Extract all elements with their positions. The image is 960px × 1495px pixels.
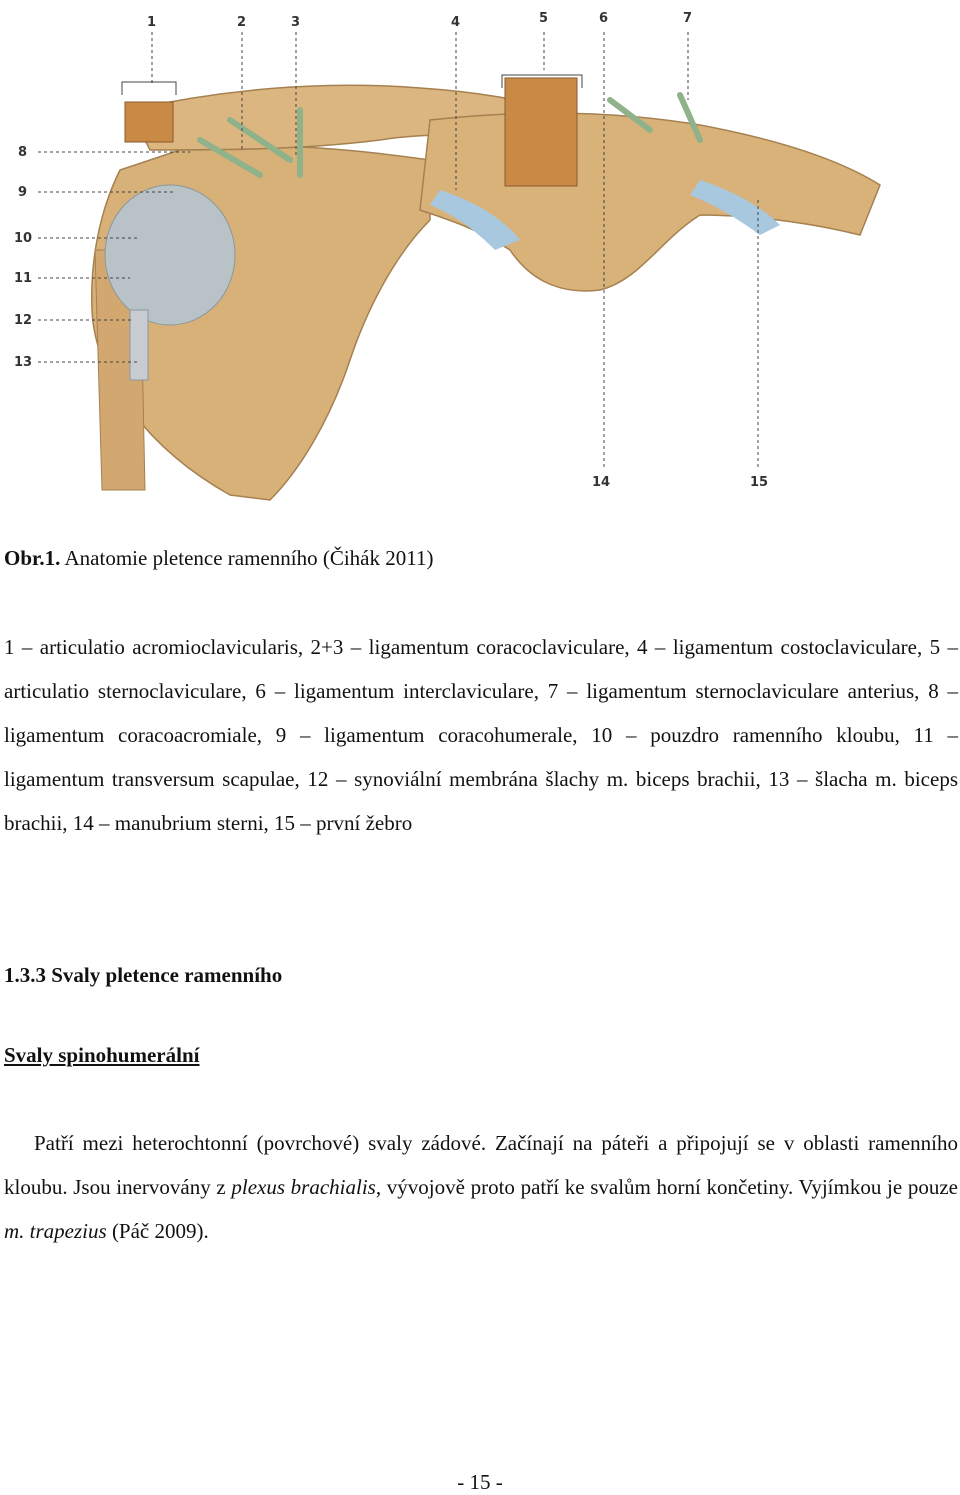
acromioclavicular-cut — [125, 102, 173, 142]
paragraph-text-1: Patří mezi heterochtonní (povrchové) svaly zádové. Začínají na páteři a připojují se v oblasti ramenního kloubu. Jsou inervovány z — [4, 1131, 958, 1199]
figure-label-10: 10 — [14, 231, 33, 246]
figure-label-13: 13 — [14, 355, 33, 370]
figure-label-7: 7 — [683, 11, 693, 26]
biceps-tendon — [130, 310, 148, 380]
shoulder-girdle-illustration — [0, 0, 960, 510]
figure-label-1: 1 — [147, 15, 157, 30]
figure-legend: 1 – articulatio acromioclavicularis, 2+3 – ligamentum coracoclaviculare, 4 – ligamentum costoclaviculare, 5 – articulatio sternoclaviculare, 6 – ligamentum interclaviculare, 7 – ligamentum sternoclaviculare anterius, 8 – ligamentum coracoacromiale, 9 – ligamentum coracohumerale, 10 – pouzdro ramenního kloubu, 11 – ligamentum transversum scapulae, 12 – synoviální membrána šlachy m. biceps brachii, 13 – šlacha m. biceps brachii, 14 – manubrium sterni, 15 – první žebro — [4, 635, 958, 835]
paragraph-text-3: (Páč 2009). — [106, 1219, 209, 1243]
figure-label-11: 11 — [14, 271, 33, 286]
page-number: - 15 - — [457, 1470, 503, 1494]
figure-label-4: 4 — [451, 15, 461, 30]
paragraph-plexus: plexus brachialis — [231, 1175, 376, 1199]
shoulder-capsule — [105, 185, 235, 325]
figure-label-8: 8 — [18, 145, 28, 160]
figure-label-5: 5 — [539, 11, 549, 26]
figure-label-15: 15 — [750, 475, 769, 490]
bracket-1 — [122, 82, 176, 95]
caption-label: Obr.1. — [4, 546, 61, 570]
figure-caption — [4, 543, 433, 573]
figure-label-14: 14 — [592, 475, 611, 490]
figure-label-3: 3 — [291, 15, 301, 30]
section-subheading: Svaly spinohumerální — [4, 1043, 200, 1067]
paragraph-trapezius: m. trapezius — [4, 1219, 107, 1243]
figure-label-2: 2 — [237, 15, 247, 30]
paragraph-text-2: , vývojově proto patří ke svalům horní končetiny. Vyjímkou je pouze — [375, 1175, 958, 1199]
sternoclavicular-cut — [505, 78, 577, 186]
anatomy-figure — [0, 0, 960, 510]
body-paragraph — [4, 1121, 958, 1253]
section-heading: 1.3.3 Svaly pletence ramenního — [4, 963, 283, 987]
figure-label-12: 12 — [14, 313, 33, 328]
manubrium-shape — [420, 113, 880, 291]
figure-label-9: 9 — [18, 185, 28, 200]
figure-label-6: 6 — [599, 11, 609, 26]
caption-text: Anatomie pletence ramenního (Čihák 2011) — [60, 546, 434, 570]
